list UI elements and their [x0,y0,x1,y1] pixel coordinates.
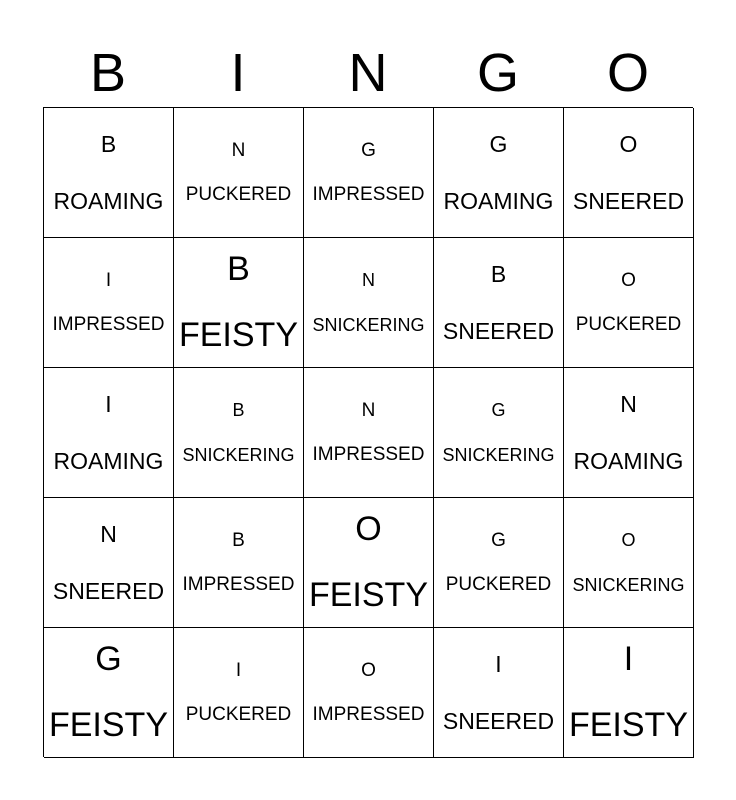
cell-letter: G [95,640,122,679]
cell-letter: B [232,399,245,420]
bingo-cell[interactable] [564,368,694,498]
cell-letter: O [621,269,636,291]
bingo-cell[interactable] [44,628,174,758]
cell-word: ROAMING [53,187,164,214]
cell-word: FEISTY [568,705,689,744]
cell-letter: G [491,529,506,551]
cell-word: SNICKERING [182,444,295,465]
bingo-header [43,40,693,106]
cell-letter: I [495,651,502,678]
bingo-cell[interactable] [564,628,694,758]
cell-word: FEISTY [178,315,299,354]
cell-word: SNEERED [442,317,555,344]
header-letter-o: O [606,43,649,103]
bingo-cell[interactable] [304,108,434,238]
bingo-cell[interactable] [304,628,434,758]
header-letter-g: G [476,43,519,103]
bingo-cell[interactable] [44,108,174,238]
cell-letter: I [105,391,112,418]
cell-letter: N [620,391,637,418]
bingo-cell[interactable] [434,238,564,368]
bingo-board [43,107,693,757]
cell-letter: O [355,510,382,549]
cell-word: PUCKERED [445,573,552,595]
cell-word: SNEERED [52,577,165,604]
cell-letter: G [491,399,506,420]
cell-word: FEISTY [308,575,429,614]
cell-word: IMPRESSED [182,573,295,595]
bingo-cell[interactable] [174,498,304,628]
header-letter-b: B [89,43,127,103]
cell-letter: N [100,521,117,548]
cell-letter: N [361,399,376,421]
cell-word: SNICKERING [572,574,685,595]
cell-letter: B [100,131,117,158]
cell-letter: I [235,659,242,681]
bingo-cell[interactable] [434,368,564,498]
bingo-cell[interactable] [304,238,434,368]
cell-word: SNEERED [442,707,555,734]
cell-letter: O [619,131,638,158]
cell-letter: G [489,131,508,158]
cell-word: PUCKERED [185,183,292,205]
cell-letter: O [361,659,376,681]
header-letter-n: N [348,43,388,103]
cell-word: SNICKERING [312,314,425,335]
bingo-cell[interactable] [304,368,434,498]
cell-word: ROAMING [443,187,554,214]
cell-letter: N [362,269,375,290]
bingo-cell[interactable] [44,498,174,628]
cell-letter: G [361,139,376,161]
cell-word: IMPRESSED [312,183,425,205]
cell-word: SNICKERING [442,444,555,465]
header-letter-i: I [230,43,246,103]
bingo-cell[interactable] [434,628,564,758]
bingo-cell[interactable] [434,108,564,238]
cell-word: IMPRESSED [312,703,425,725]
cell-letter: O [621,529,636,550]
bingo-cell[interactable] [564,498,694,628]
bingo-cell[interactable] [564,108,694,238]
bingo-cell[interactable] [304,498,434,628]
cell-letter: I [623,640,634,679]
cell-word: PUCKERED [185,703,292,725]
cell-word: ROAMING [53,447,164,474]
cell-letter: N [231,139,246,161]
cell-word: FEISTY [48,705,169,744]
bingo-cell[interactable] [44,368,174,498]
bingo-cell[interactable] [174,368,304,498]
cell-word: IMPRESSED [312,443,425,465]
bingo-cell[interactable] [174,108,304,238]
cell-letter: B [227,250,250,289]
cell-word: ROAMING [573,447,684,474]
bingo-cell[interactable] [564,238,694,368]
bingo-cell[interactable] [434,498,564,628]
bingo-cell[interactable] [44,238,174,368]
cell-word: PUCKERED [575,313,682,335]
cell-letter: B [490,261,507,288]
bingo-cell[interactable] [174,628,304,758]
cell-letter: B [232,529,245,551]
bingo-cell[interactable] [174,238,304,368]
cell-word: IMPRESSED [52,313,165,335]
cell-word: SNEERED [572,187,685,214]
cell-letter: I [105,269,112,291]
